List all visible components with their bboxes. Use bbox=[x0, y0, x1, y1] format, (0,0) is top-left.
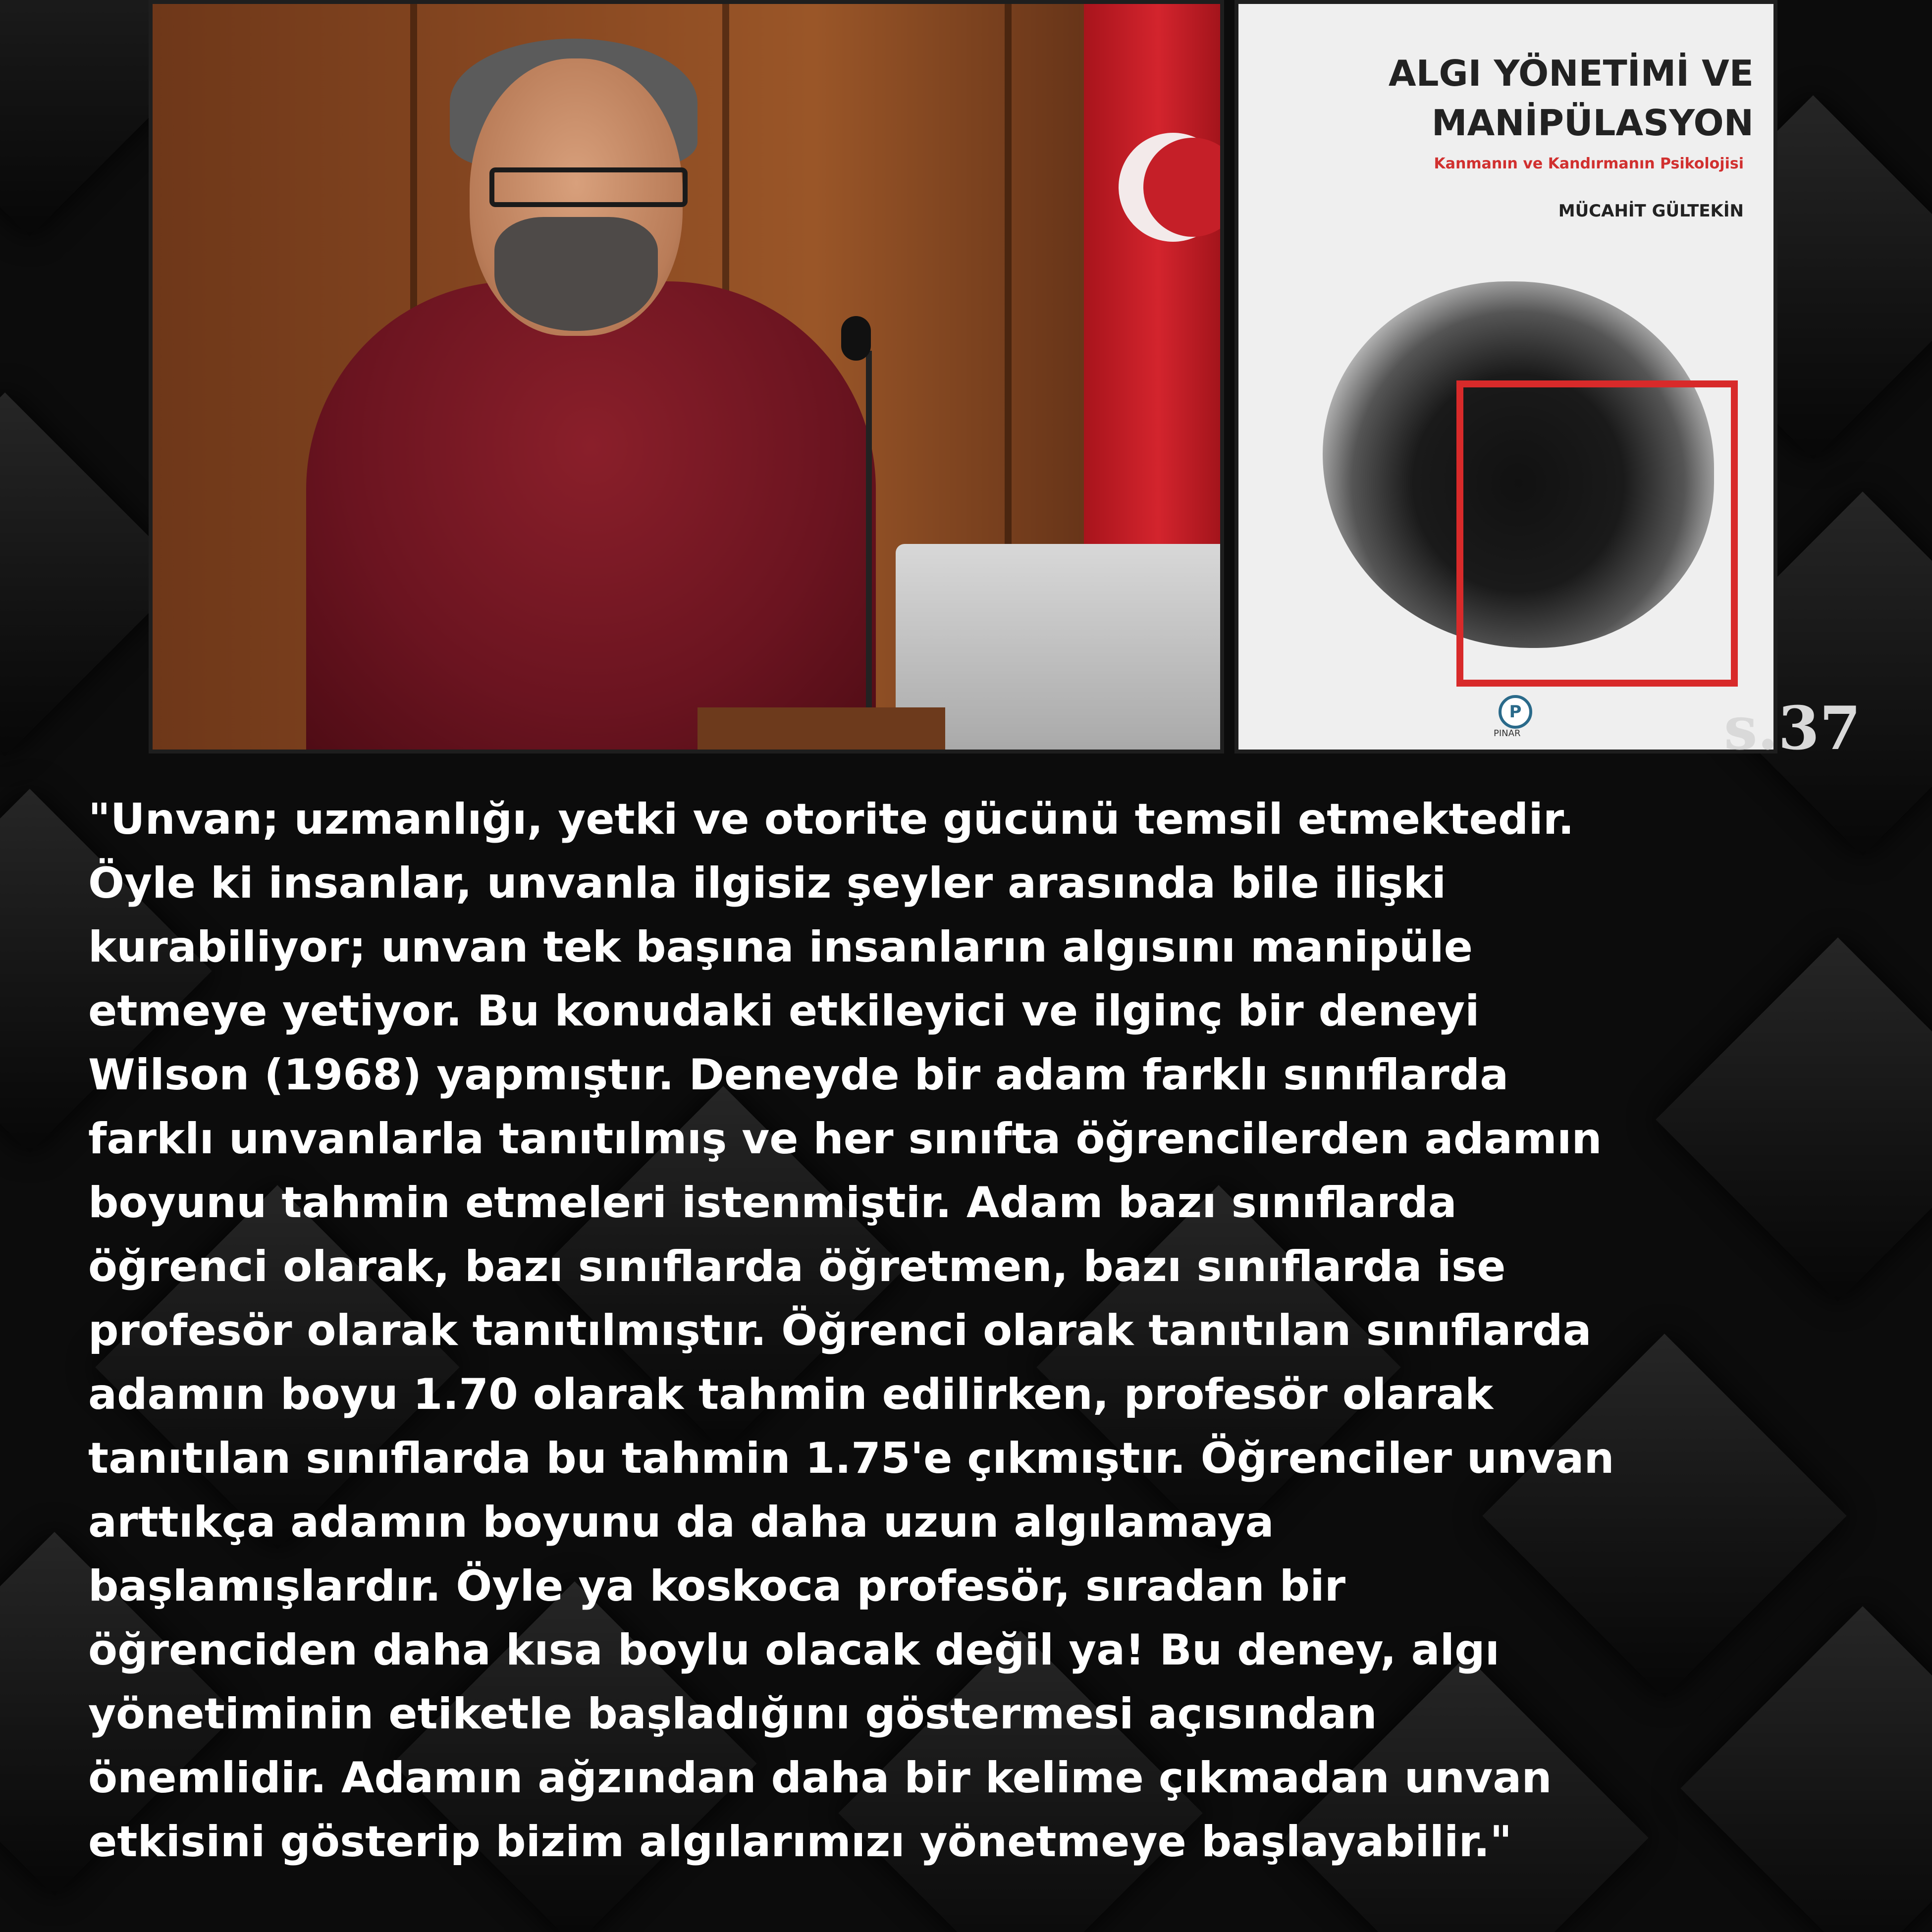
turkish-flag bbox=[1084, 4, 1224, 574]
speaker-sweater bbox=[306, 281, 876, 752]
book-author: MÜCAHİT GÜLTEKİN bbox=[1558, 201, 1744, 221]
speaker-beard bbox=[494, 217, 658, 331]
glasses-icon bbox=[489, 167, 688, 207]
publisher-logo-icon: P bbox=[1499, 695, 1532, 729]
microphone-icon bbox=[841, 316, 871, 361]
page-number: s.37 bbox=[1724, 694, 1861, 763]
book-subtitle: Kanmanın ve Kandırmanın Psikolojisi bbox=[1434, 155, 1744, 172]
publisher-name: PINAR bbox=[1494, 728, 1521, 739]
red-square-frame bbox=[1456, 380, 1738, 687]
microphone-stand bbox=[866, 351, 872, 747]
book-title: ALGI YÖNETİMİ VE MANİPÜLASYON bbox=[1388, 53, 1754, 144]
speaker-photo bbox=[149, 0, 1224, 753]
book-cover bbox=[1234, 0, 1777, 753]
quote-text: "Unvan; uzmanlığı, yetki ve otorite gücünü temsil etmektedir. Öyle ki insanlar, unvanla ilgisiz şeyler arasında bile ilişki kurabiliyor; unvan tek başına insanların algısını manipüle etmeye yetiyor. Bu konudaki etkileyici ve ilginç bir deneyi Wilson (1968) yapmıştır. Deneyde bir adam farklı sınıflarda farklı unvanlarla tanıtılmış ve her sınıfta öğrencilerden adamın boyunu tahmin etmeleri istenmiştir. Adam bazı sınıflarda öğrenci olarak, bazı sınıflarda öğretmen, bazı sınıflarda ise profesör olarak tanıtılmıştır. Öğrenci olarak tanıtılan sınıflarda adamın boyu 1.70 olarak tahmin edilirken, profesör olarak tanıtılan sınıflarda bu tahmin 1.75'e çıkmıştır. Öğrenciler unvan arttıkça adamın boyunu da daha uzun algılamaya başlamışlardır. Öyle ya koskoca profesör, sıradan bir öğrenciden daha kısa boylu olacak değil ya! Bu deney, algı yönetiminin etiketle başladığını göstermesi açısından önemlidir. Adamın ağzından daha bir kelime çıkmadan unvan etkisini gösterip bizim algılarımızı yönetmeye başlayabilir." bbox=[88, 795, 1614, 1867]
podium bbox=[698, 707, 945, 752]
